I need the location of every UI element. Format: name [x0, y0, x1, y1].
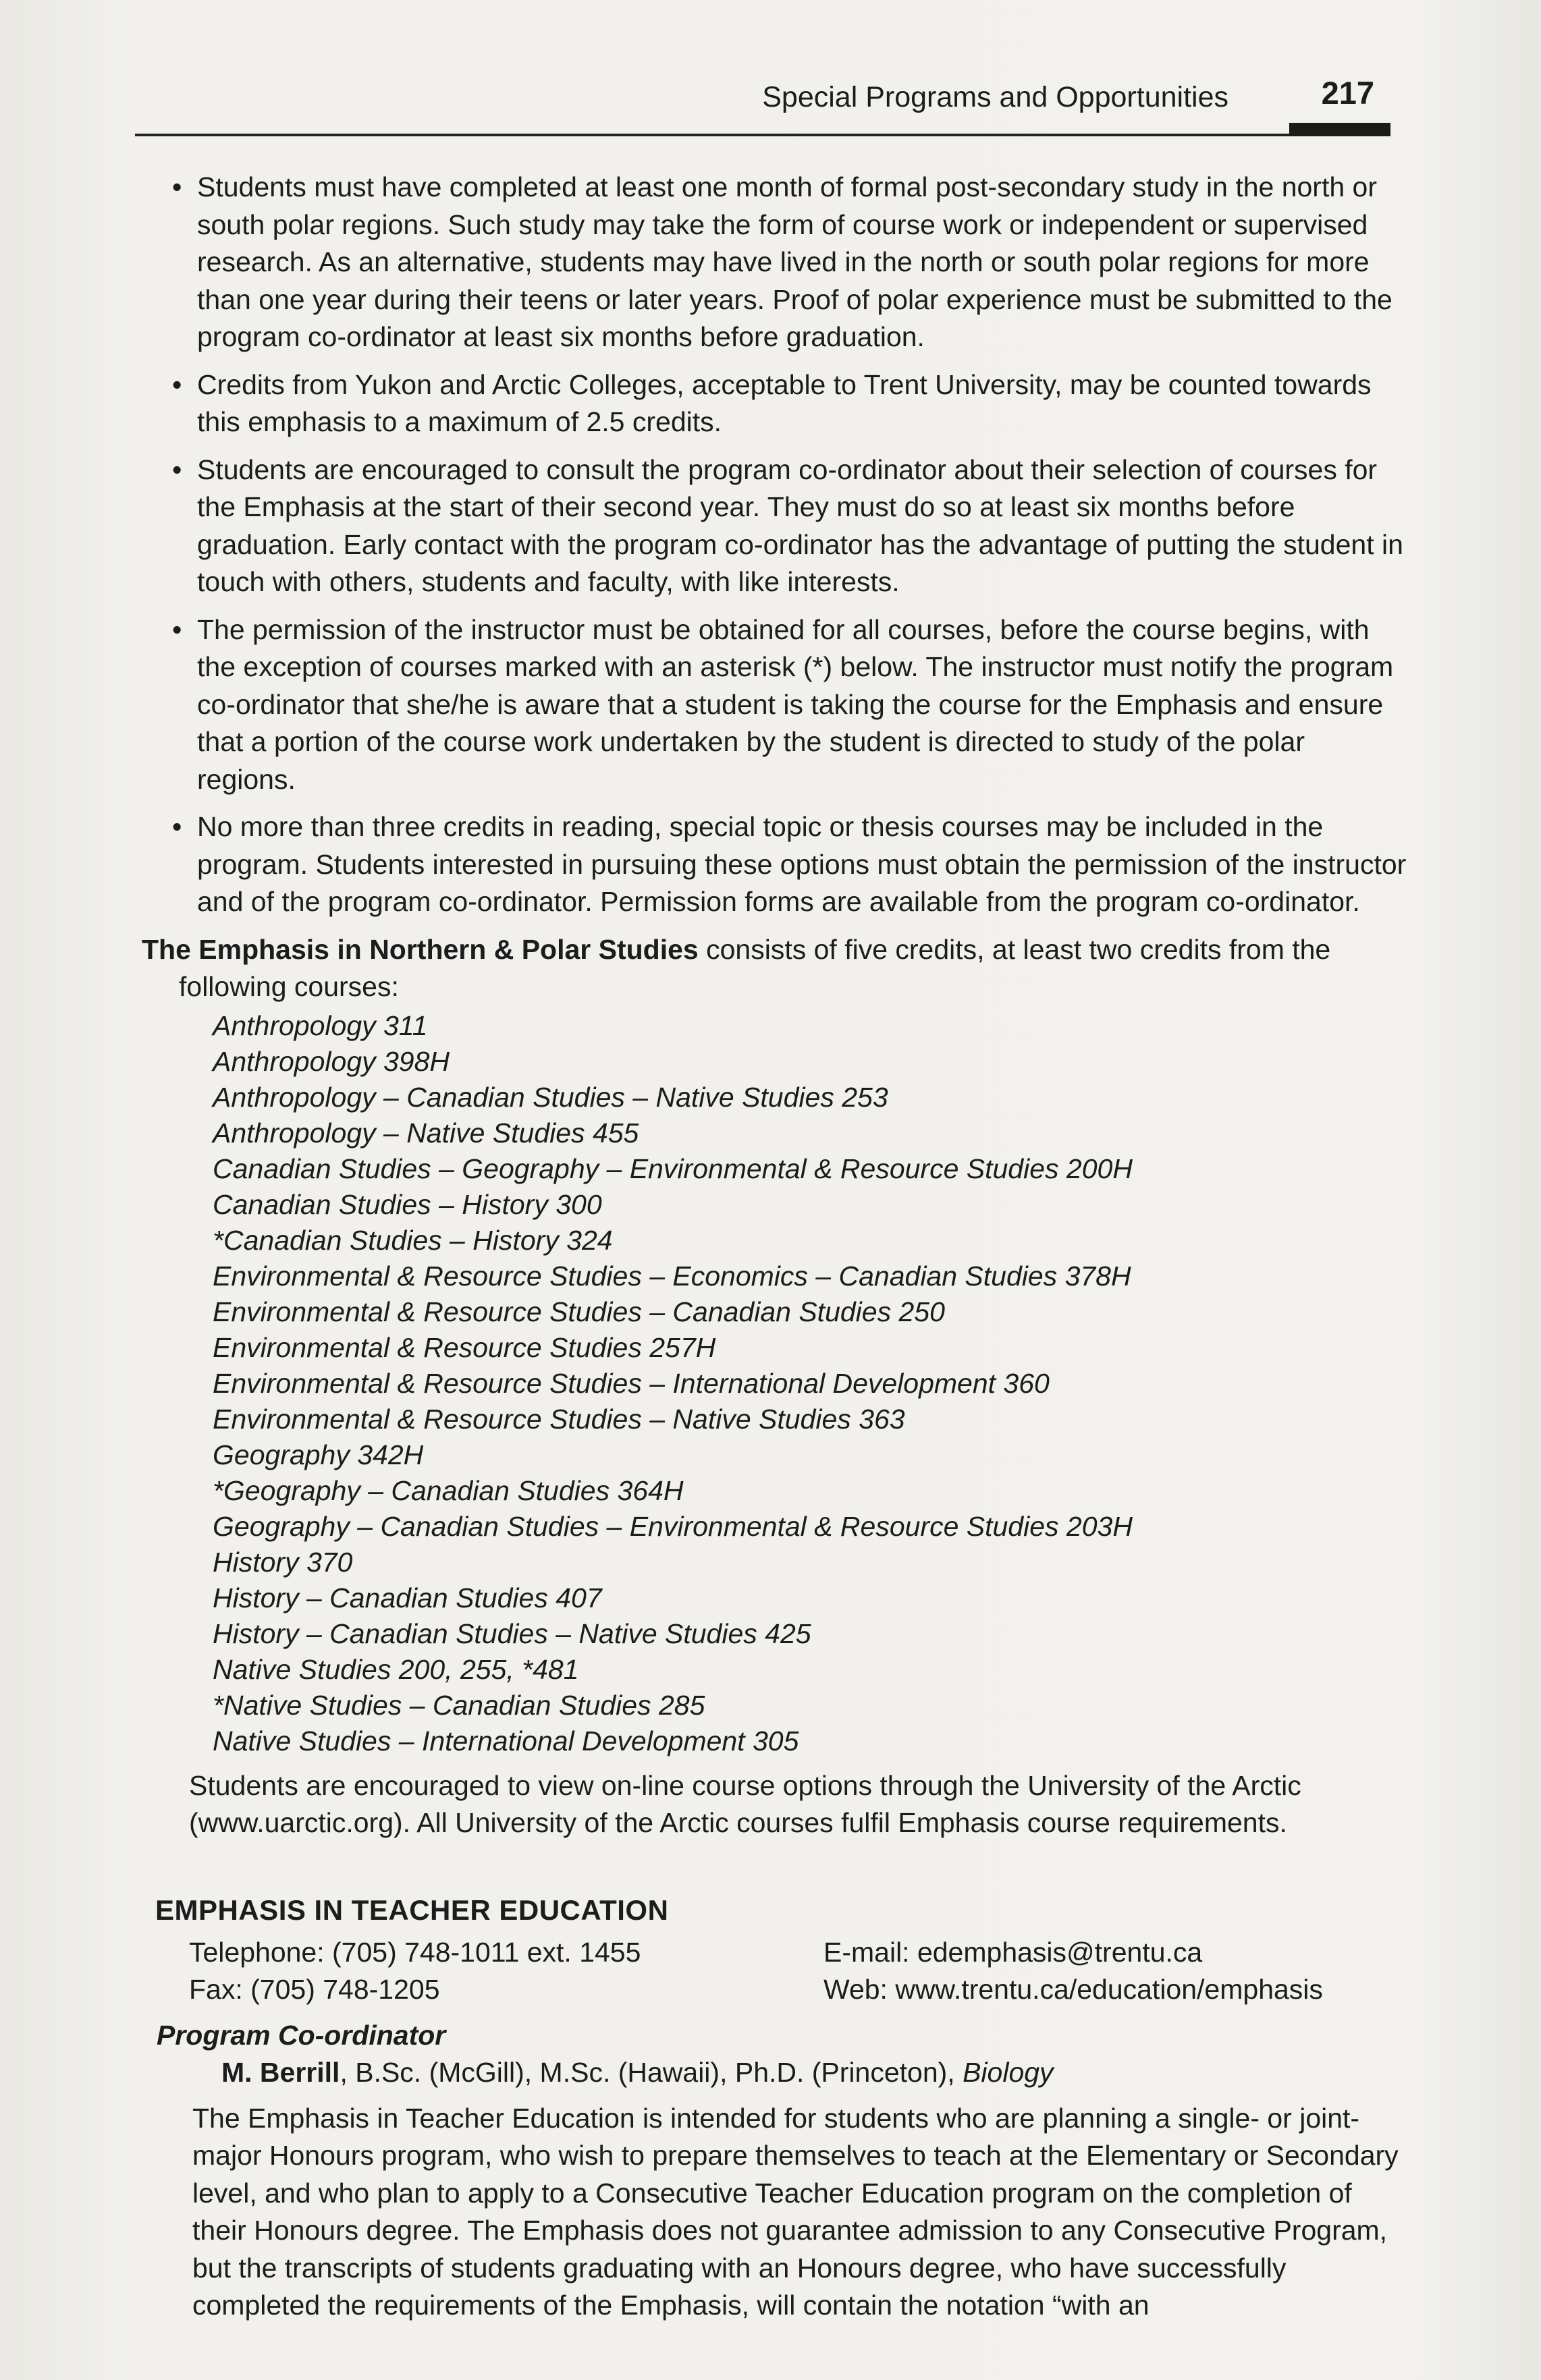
section-heading: EMPHASIS IN TEACHER EDUCATION — [155, 1893, 669, 1926]
teacher-ed-description: The Emphasis in Teacher Education is intended for students who are planning a single- or joint-major Honours program, who wish to prepare themselves to teach at the Elementary or Secondary level, and who plan to apply to a Consecutive Teacher Education program on the completion of their Honours degree. The Emphasis does not guarantee admission to any Consecutive Program, but the transcripts of students graduating with an Honours degree, who have successfully completed the requirements of the Emphasis, will contain the notation “with an — [192, 2102, 1399, 2321]
coordinator-degrees: , B.Sc. (McGill), M.Sc. (Hawaii), Ph.D. (Princeton), — [340, 2057, 963, 2088]
course-item: Anthropology 311 — [213, 1009, 428, 1041]
course-item: Native Studies 200, 255, *481 — [213, 1653, 579, 1685]
emphasis-intro-text: consists of five credits, at least two credits from the following courses: — [179, 933, 1331, 1002]
contact-info — [142, 1934, 1411, 2009]
requirements-list — [142, 169, 1411, 921]
web-address: Web: www.trentu.ca/education/emphasis — [823, 1974, 1323, 2005]
fax: Fax: (705) 748-1205 — [189, 1974, 440, 2005]
emphasis-name: The Emphasis in Northern & Polar Studies — [142, 933, 699, 965]
course-item: Native Studies – International Development 305 — [213, 1725, 799, 1756]
course-item: Environmental & Resource Studies – Canadian Studies 250 — [213, 1296, 945, 1327]
requirement-item: • Students are encouraged to consult the program co-ordinator about their selection of courses for the Emphasis at the start of their second year. They must do so at least six months before graduation. Early contact with the program co-ordinator has the advantage of putting the student in touch with others, students and faculty, with like interests. — [142, 451, 1411, 601]
course-item: History – Canadian Studies – Native Studies 425 — [213, 1617, 811, 1649]
requirement-item: • No more than three credits in reading, special topic or thesis courses may be included in the program. Students interested in pursuing these options must obtain the permission of the instructor and of the program co-ordinator. Permission forms are available from the program co-ordinator. — [142, 808, 1411, 921]
email: E-mail: edemphasis@trentu.ca — [823, 1936, 1203, 1968]
coordinator-name: M. Berrill — [221, 2057, 340, 2088]
course-item: Canadian Studies – History 300 — [213, 1188, 602, 1220]
course-list — [213, 1008, 1411, 1759]
course-item: Environmental & Resource Studies – Native Studies 363 — [213, 1403, 905, 1435]
page-number: 217 — [1321, 75, 1374, 111]
requirement-item: • Credits from Yukon and Arctic Colleges, acceptable to Trent University, may be counted towards this emphasis to a maximum of 2.5 credits. — [142, 366, 1411, 441]
page-content — [142, 169, 1411, 2325]
course-item: History 370 — [213, 1546, 353, 1578]
coordinator — [142, 2054, 1411, 2092]
requirement-item: • The permission of the instructor must be obtained for all courses, before the course begins, with the exception of courses marked with an asterisk (*) below. The instructor must notify the program co-ordinator that she/he is aware that a student is taking the course for the Emphasis and ensure that a portion of the course work undertaken by the student is directed to study of the polar regions. — [142, 611, 1411, 799]
header-rule — [135, 134, 1390, 136]
course-item: Geography – Canadian Studies – Environmental & Resource Studies 203H — [213, 1510, 1133, 1542]
course-item: Environmental & Resource Studies 257H — [213, 1331, 716, 1363]
emphasis-intro — [142, 931, 1411, 1006]
course-item: *Canadian Studies – History 324 — [213, 1224, 613, 1256]
course-item: *Geography – Canadian Studies 364H — [213, 1474, 684, 1506]
contact-phone-column — [189, 1934, 823, 2009]
header-bar — [1289, 123, 1390, 136]
course-item: Environmental & Resource Studies – Economics – Canadian Studies 378H — [213, 1260, 1131, 1292]
running-header — [135, 74, 1390, 142]
coordinator-heading: Program Co-ordinator — [157, 2019, 446, 2051]
course-item: *Native Studies – Canadian Studies 285 — [213, 1689, 705, 1721]
header-title: Special Programs and Opportunities — [762, 81, 1228, 113]
course-item: Canadian Studies – Geography – Environmental & Resource Studies 200H — [213, 1153, 1133, 1184]
contact-web-column — [823, 1934, 1404, 2009]
course-item: Anthropology – Canadian Studies – Native Studies 253 — [213, 1081, 888, 1113]
course-item: Geography 342H — [213, 1439, 424, 1470]
telephone: Telephone: (705) 748-1011 ext. 1455 — [189, 1936, 641, 1968]
uarctic-note: Students are encouraged to view on-line course options through the University of the Arctic (www.uarctic.org). All University of the Arctic courses fulfil Emphasis course requirements. — [189, 1769, 1301, 1838]
coordinator-dept: Biology — [963, 2057, 1054, 2088]
course-item: Anthropology 398H — [213, 1045, 450, 1077]
course-item: Anthropology – Native Studies 455 — [213, 1117, 639, 1149]
course-item: Environmental & Resource Studies – International Development 360 — [213, 1367, 1050, 1399]
requirement-item: • Students must have completed at least one month of formal post-secondary study in the north or south polar regions. Such study may take the form of course work or independent or supervised research. As an alternative, students may have lived in the north or south polar regions for more than one year during their teens or later years. Proof of polar experience must be submitted to the program co-ordinator at least six months before graduation. — [142, 169, 1411, 356]
course-item: History – Canadian Studies 407 — [213, 1582, 602, 1613]
